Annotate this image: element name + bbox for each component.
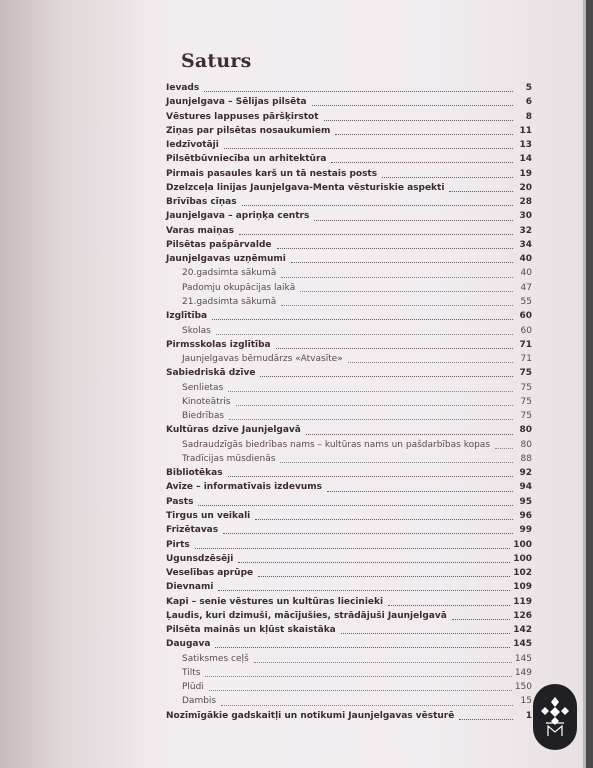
toc-entry-page-number: 119	[513, 596, 532, 607]
dot-leader	[277, 247, 514, 249]
toc-entry	[166, 666, 532, 680]
toc-entry	[166, 124, 532, 138]
dot-leader	[258, 575, 510, 577]
toc-entry	[166, 338, 532, 352]
app-badge[interactable]	[533, 684, 577, 750]
toc-entry-page-number: 8	[525, 111, 532, 122]
dot-leader	[260, 375, 513, 377]
toc-entry-label: Sabiedriskā dzīve	[166, 368, 256, 379]
toc-entry-label: Kapi – senie vēstures un kultūras liecinieki	[166, 596, 384, 607]
toc-entry	[166, 324, 532, 338]
toc-entry-label: Satiksmes ceļš	[182, 653, 249, 664]
toc-entry-label: Kinoteātris	[182, 396, 231, 407]
toc-entry-label: Ziņas par pilsētas nosaukumiem	[166, 125, 331, 136]
toc-entry-label: Jaunjelgavas bērnudārzs «Atvasīte»	[182, 354, 343, 365]
toc-entry-page-number: 75	[520, 411, 532, 422]
toc-entry-label: Vēstures lappuses pāršķirstot	[166, 111, 319, 122]
toc-entry	[166, 295, 532, 309]
toc-entry-page-number: 30	[519, 211, 532, 222]
toc-entry	[166, 609, 532, 623]
toc-entry-label: Dambis	[182, 696, 217, 707]
toc-entry	[166, 309, 532, 323]
toc-entry-page-number: 32	[519, 225, 532, 236]
toc-entry-page-number: 99	[519, 525, 532, 536]
toc-entry-page-number: 145	[514, 653, 532, 664]
toc-entry	[166, 409, 532, 423]
toc-entry	[166, 395, 532, 409]
toc-entry	[166, 81, 532, 95]
page-shadow	[0, 0, 150, 768]
toc-entry	[166, 580, 532, 594]
toc-entry-page-number: 149	[514, 667, 532, 678]
toc-entry-label: Pilsētbūvniecība un arhitektūra	[166, 154, 327, 165]
toc-entry-label: Jaunjelgavas uzņēmumi	[166, 254, 286, 265]
toc-entry-label: Senlietas	[182, 382, 224, 393]
folk-ornament-icon	[540, 694, 570, 740]
dot-leader	[218, 589, 510, 591]
dot-leader	[452, 618, 510, 620]
dot-leader	[236, 404, 513, 406]
toc-entry	[166, 452, 532, 466]
toc-entry	[166, 637, 532, 651]
dot-leader	[239, 233, 513, 235]
toc-entry-label: Pasts	[166, 496, 194, 507]
dot-leader	[216, 333, 513, 335]
toc-entry	[166, 167, 532, 181]
toc-entry	[166, 623, 532, 637]
dot-leader	[341, 632, 510, 634]
toc-entry	[166, 352, 532, 366]
dot-leader	[314, 219, 513, 221]
dot-leader	[238, 561, 510, 563]
toc-entry-label: Jaunjelgava – Sēlijas pilsēta	[166, 97, 307, 108]
dot-leader	[195, 547, 510, 549]
toc-entry	[166, 181, 532, 195]
toc-entry-page-number: 6	[525, 97, 532, 108]
toc-entry-label: Biedrības	[182, 411, 225, 422]
toc-entry	[166, 680, 532, 694]
dot-leader	[224, 147, 513, 149]
toc-entry-page-number: 20	[519, 182, 532, 193]
dot-leader	[280, 461, 513, 463]
toc-entry	[166, 195, 532, 209]
toc-entry-label: Kultūras dzīve Jaunjelgavā	[166, 425, 301, 436]
dot-leader	[312, 104, 513, 106]
toc-entry-page-number: 55	[520, 296, 532, 307]
toc-entry-label: 20.gadsimta sākumā	[182, 268, 277, 279]
dot-leader	[204, 90, 513, 92]
toc-entry-page-number: 150	[514, 682, 532, 693]
toc-entry-label: Tilts	[182, 667, 201, 678]
dot-leader	[221, 704, 513, 706]
dot-leader	[324, 119, 513, 121]
toc-entry	[166, 138, 532, 152]
toc-entry-label: Ugunsdzēsēji	[166, 553, 234, 564]
dot-leader	[331, 161, 513, 163]
toc-entry	[166, 281, 532, 295]
toc-entry-label: Pilsētas pašpārvalde	[166, 239, 272, 250]
toc-entry-label: Tirgus un veikali	[166, 510, 251, 521]
toc-entry-label: Pirts	[166, 539, 190, 550]
toc-entry-label: Ievads	[166, 83, 200, 93]
toc-entry-page-number: 100	[513, 539, 532, 550]
toc-entry-label: Pilsēta mainās un kļūst skaistāka	[166, 625, 336, 636]
toc-entry-page-number: 5	[525, 83, 532, 93]
toc-entry	[166, 224, 532, 238]
toc-entry-label: Ļaudis, kuri dzimuši, mācījušies, strādājuši Jaunjelgavā	[166, 610, 447, 621]
toc-entry-label: Plūdi	[182, 682, 204, 693]
dot-leader	[281, 304, 513, 306]
toc-entry	[166, 152, 532, 166]
dot-leader	[205, 675, 511, 677]
toc-entry-page-number: 60	[519, 311, 532, 322]
toc-entry-label: Bibliotēkas	[166, 468, 223, 479]
dot-leader	[495, 447, 513, 449]
toc-entry-label: 21.gadsimta sākumā	[182, 296, 277, 307]
toc-entry-label: Padomju okupācijas laikā	[182, 282, 296, 293]
toc-entry-page-number: 19	[519, 168, 532, 179]
toc-entry	[166, 366, 532, 380]
toc-entry	[166, 709, 532, 723]
toc-entry	[166, 694, 532, 708]
dot-leader	[300, 290, 513, 292]
toc-entry-page-number: 142	[513, 625, 532, 636]
toc-entry-page-number: 94	[519, 482, 532, 493]
toc-entry-label: Brīvības cīņas	[166, 197, 237, 208]
dot-leader	[449, 190, 513, 192]
dot-leader	[388, 604, 510, 606]
toc-entry-page-number: 15	[520, 696, 532, 707]
toc-entry-page-number: 96	[519, 510, 532, 521]
dot-leader	[306, 433, 513, 435]
toc-entry-label: Daugava	[166, 639, 211, 650]
dot-leader	[382, 176, 513, 178]
toc-entry	[166, 652, 532, 666]
toc-entry	[166, 95, 532, 109]
toc-entry-label: Dzelzceļa linijas Jaunjelgava-Menta vēsturiskie aspekti	[166, 182, 445, 193]
toc-entry	[166, 266, 532, 280]
toc-entry-page-number: 11	[519, 125, 532, 136]
toc-entry-page-number: 95	[519, 496, 532, 507]
toc-entry-label: Avīze – informatīvais izdevums	[166, 482, 322, 493]
toc-entry-page-number: 75	[520, 382, 532, 393]
page-title: Saturs	[181, 50, 252, 72]
toc-entry-page-number: 34	[519, 239, 532, 250]
toc-entry	[166, 423, 532, 437]
dot-leader	[254, 661, 512, 663]
toc-entry-page-number: 80	[520, 439, 532, 450]
toc-entry	[166, 209, 532, 223]
dot-leader	[223, 532, 513, 534]
dot-leader	[348, 361, 513, 363]
toc-entry	[166, 238, 532, 252]
toc-entry-page-number: 1	[525, 710, 532, 721]
toc-entry-label: Sadraudzīgās biedrības nams – kultūras nams un pašdarbības kopas	[182, 439, 491, 450]
toc-entry-page-number: 80	[519, 425, 532, 436]
toc-entry-label: Tradīcijas mūsdienās	[182, 453, 276, 464]
toc-entry-page-number: 40	[520, 268, 532, 279]
toc-entry-page-number: 100	[513, 553, 532, 564]
toc-entry	[166, 381, 532, 395]
dot-leader	[291, 261, 513, 263]
dot-leader	[215, 646, 510, 648]
dot-leader	[281, 276, 513, 278]
toc-entry-page-number: 14	[519, 154, 532, 165]
table-of-contents	[166, 81, 532, 723]
toc-entry	[166, 480, 532, 494]
toc-entry-label: Nozīmīgākie gadskaitļi un notikumi Jaunjelgavas vēsturē	[166, 710, 455, 721]
toc-entry-page-number: 75	[520, 396, 532, 407]
toc-entry-page-number: 88	[520, 453, 532, 464]
dot-leader	[228, 390, 513, 392]
toc-entry	[166, 438, 532, 452]
toc-entry	[166, 252, 532, 266]
toc-entry-page-number: 102	[513, 568, 532, 579]
dot-leader	[255, 518, 513, 520]
toc-entry-label: Iedzīvotāji	[166, 140, 219, 151]
dot-leader	[209, 689, 512, 691]
toc-entry	[166, 566, 532, 580]
toc-entry-page-number: 40	[519, 254, 532, 265]
dot-leader	[228, 475, 513, 477]
toc-entry-page-number: 126	[513, 610, 532, 621]
toc-entry-page-number: 92	[519, 468, 532, 479]
toc-entry-page-number: 109	[513, 582, 532, 593]
toc-entry-label: Skolas	[182, 325, 211, 336]
toc-entry-page-number: 145	[513, 639, 532, 650]
dot-leader	[242, 204, 513, 206]
dot-leader	[327, 490, 513, 492]
dot-leader	[459, 718, 513, 720]
dot-leader	[198, 504, 513, 506]
toc-entry-label: Varas maiņas	[166, 225, 234, 236]
toc-entry-label: Dievnami	[166, 582, 214, 593]
toc-entry	[166, 495, 532, 509]
toc-entry-label: Izglītība	[166, 311, 208, 322]
toc-entry	[166, 552, 532, 566]
toc-entry-label: Veselības aprūpe	[166, 568, 254, 579]
toc-entry-page-number: 28	[519, 197, 532, 208]
toc-entry-page-number: 75	[519, 368, 532, 379]
toc-entry-page-number: 71	[520, 354, 532, 365]
toc-entry	[166, 523, 532, 537]
toc-entry	[166, 509, 532, 523]
toc-entry-page-number: 47	[520, 282, 532, 293]
toc-entry-page-number: 71	[519, 339, 532, 350]
toc-entry-page-number: 60	[520, 325, 532, 336]
toc-entry-label: Pirmais pasaules karš un tā nestais posts	[166, 168, 378, 179]
dot-leader	[335, 133, 513, 135]
dot-leader	[212, 318, 513, 320]
toc-entry-page-number: 13	[519, 140, 532, 151]
toc-entry-label: Pirmsskolas izglītība	[166, 339, 271, 350]
toc-entry	[166, 466, 532, 480]
toc-entry	[166, 595, 532, 609]
toc-entry-label: Frizētavas	[166, 525, 219, 536]
dot-leader	[229, 418, 513, 420]
toc-entry	[166, 110, 532, 124]
toc-entry-label: Jaunjelgava – apriņķa centrs	[166, 211, 310, 222]
dot-leader	[276, 347, 513, 349]
toc-entry	[166, 538, 532, 552]
